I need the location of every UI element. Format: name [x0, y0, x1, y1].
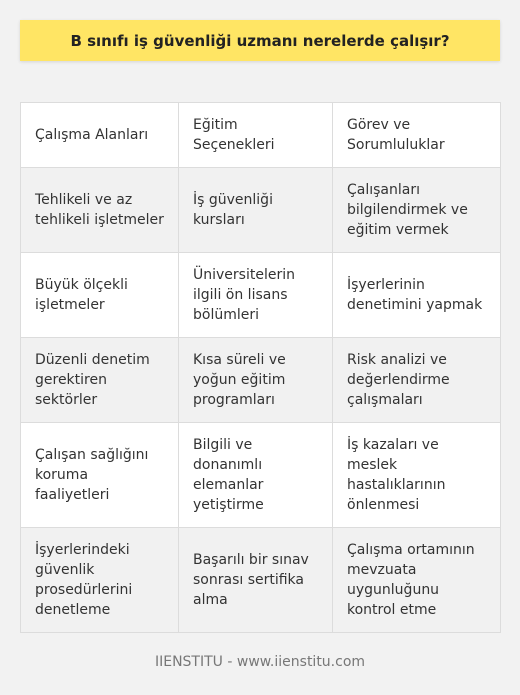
table-cell: Çalışanları bilgilendirmek ve eğitim vermek — [333, 168, 501, 253]
table-cell: İş kazaları ve meslek hastalıklarının önlenmesi — [333, 423, 501, 528]
table-cell: İş güvenliği kursları — [179, 168, 333, 253]
footer-credit: IIENSTITU - www.iienstitu.com — [154, 654, 366, 670]
table-row — [21, 423, 501, 528]
table-cell: Düzenli denetim gerektiren sektörler — [21, 338, 179, 423]
table-row — [21, 528, 501, 633]
table-cell: Çalışan sağlığını koruma faaliyetleri — [21, 423, 179, 528]
table-cell: İşyerlerindeki güvenlik prosedürlerini denetleme — [21, 528, 179, 633]
table-cell: Tehlikeli ve az tehlikeli işletmeler — [21, 168, 179, 253]
header-cell: Çalışma Alanları — [21, 103, 179, 168]
table-cell: Bilgili ve donanımlı elemanlar yetiştirme — [179, 423, 333, 528]
table-row — [21, 253, 501, 338]
table-cell: Büyük ölçekli işletmeler — [21, 253, 179, 338]
table-cell: Çalışma ortamının mevzuata uygunluğunu kontrol etme — [333, 528, 501, 633]
table-row — [21, 168, 501, 253]
table-cell: İşyerlerinin denetimini yapmak — [333, 253, 501, 338]
table-row — [21, 338, 501, 423]
header-cell: Görev ve Sorumluluklar — [333, 103, 501, 168]
title-banner — [20, 20, 500, 61]
table-cell: Üniversitelerin ilgili ön lisans bölümleri — [179, 253, 333, 338]
table-header-row — [21, 103, 501, 168]
table-cell: Kısa süreli ve yoğun eğitim programları — [179, 338, 333, 423]
info-table — [20, 102, 501, 633]
table-cell: Risk analizi ve değerlendirme çalışmaları — [333, 338, 501, 423]
table-cell: Başarılı bir sınav sonrası sertifika alma — [179, 528, 333, 633]
page-title: B sınıfı iş güvenliği uzmanı nerelerde çalışır? — [70, 31, 450, 50]
header-cell: Eğitim Seçenekleri — [179, 103, 333, 168]
